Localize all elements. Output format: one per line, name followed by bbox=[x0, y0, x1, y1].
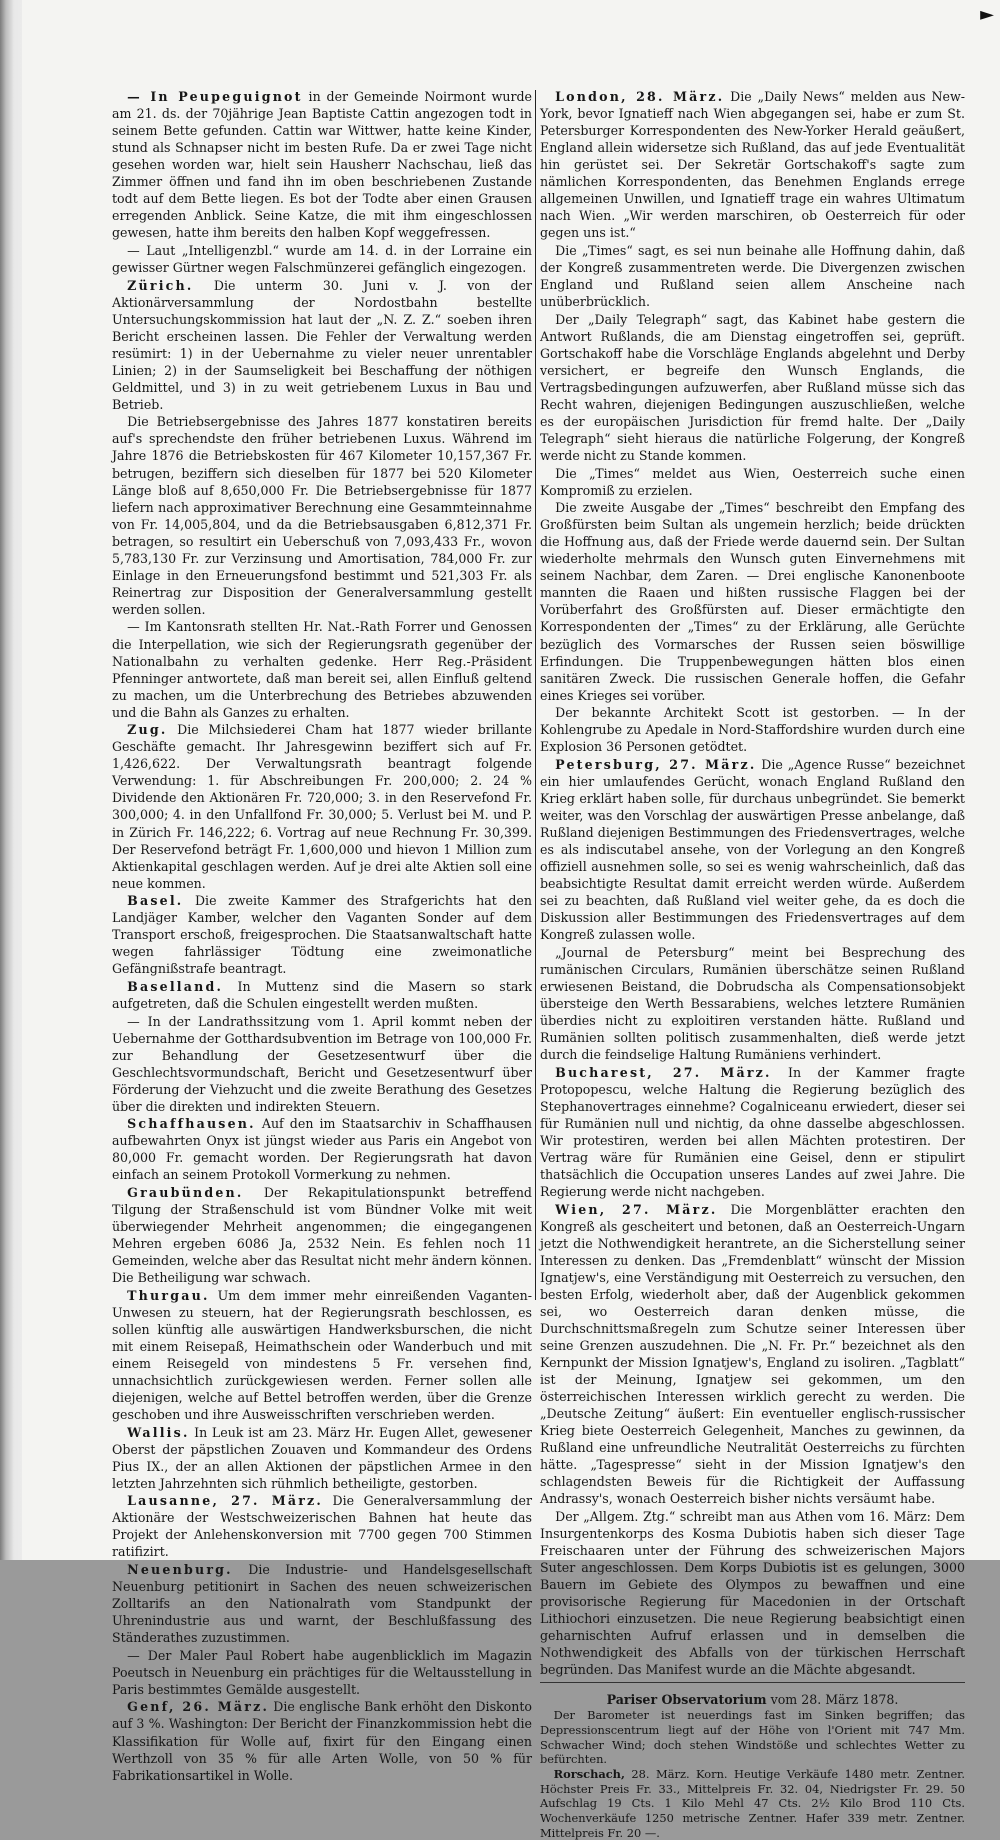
article-text: In Muttenz sind die Masern so stark aufgetreten, daß die Schulen eingestellt werden mußten. bbox=[112, 978, 532, 1011]
article-text: Auf den im Staatsarchiv in Schaffhausen aufbewahrten Onyx ist jüngst wieder aus Paris ein Angebot von 80,000 Fr. gemacht worden. Der Regierungsrath hat davon einfach an seinem Protokoll Vormerkung zu nehmen. bbox=[112, 1116, 532, 1183]
right-column bbox=[540, 88, 965, 1840]
left-article bbox=[112, 88, 532, 241]
left-article bbox=[112, 277, 532, 413]
right-article bbox=[540, 756, 965, 944]
article-text: In Leuk ist am 23. März Hr. Eugen Allet, gewesener Oberst der päpstlichen Zouaven und Kommandeur des Ordens Pius IX., der an allen Aktionen der päpstlichen Armee in den letzten Jahrzehnten sich rühmlich betheiligte, gestorben. bbox=[112, 1424, 532, 1491]
left-article bbox=[112, 1698, 532, 1783]
left-article bbox=[112, 1424, 532, 1492]
article-text: Die „Agence Russe“ bezeichnet ein hier umlaufendes Gerücht, wonach England Rußland den Krieg erklärt haben solle, für durchaus unbegründet. Sie bemerkt weiter, was den Vorschlag der auswärtigen Presse anbelange, daß Rußland diejenigen Bestimmungen des Friedensvertrages, welche es als indiscutabel ansehe, von der Vorlegung an den Kongreß offiziell ausnehmen solle, so sei es wenig wahrscheinlich, daß das beabsichtigte Resultat damit erreicht werden würde. Außerdem sei zu beachten, daß Rußland viel weiter gehe, da es doch die Diskussion aller Bestimmungen des Friedensvertrages auf dem Kongreß zulassen wolle. bbox=[540, 756, 966, 943]
right-article bbox=[540, 499, 965, 704]
market-report bbox=[540, 1767, 965, 1840]
article-text: — Im Kantonsrath stellten Hr. Nat.-Rath Forrer und Genossen die Interpellation, wie sich der Regierungsrath gegenüber der Nationalbahn zu verhalten gedenke. Herr Reg.-Präsident Pfenninger antwortete, daß man bereit sei, allen Einfluß geltend zu machen, um die Unterbrechung des Betriebes abzuwenden und die Bahn als Ganzes zu erhalten. bbox=[112, 619, 532, 720]
article-dateline: Zug. bbox=[127, 722, 168, 738]
article-text: Der bekannte Architekt Scott ist gestorben. — In der Kohlengrube zu Apedale in Nord-Staffordshire wurden durch eine Explosion 36 Personen getödtet. bbox=[540, 705, 965, 755]
section-divider bbox=[540, 1682, 965, 1683]
left-article bbox=[112, 721, 532, 891]
article-dateline: Schaffhausen. bbox=[127, 1116, 256, 1132]
left-article bbox=[112, 1647, 532, 1698]
article-dateline: Zürich. bbox=[127, 277, 194, 293]
article-dateline: Baselland. bbox=[127, 978, 224, 994]
article-text: in der Gemeinde Noirmont wurde am 21. ds. der 70jährige Jean Baptiste Cattin angezogen todt in seinem Bette gefunden. Cattin war Wittwer, hatte keine Kinder, stund als Schnapser nicht im besten Rufe. Da er zwei Tage nicht gesehen worden war, hielt sein Hausherr Nachschau, ließ das Zimmer öffnen und fand ihn im oben beschriebenen Zustande todt auf dem Bette liegen. Es bot der Todte aber einen Grausen erregenden Anblick. Seine Katze, die mit ihm eingeschlossen gewesen, hatte ihm bereits den halben Kopf weggefressen. bbox=[112, 89, 532, 241]
article-text: Die „Times“ meldet aus Wien, Oesterreich suche einen Kompromiß zu erzielen. bbox=[540, 465, 965, 498]
left-article bbox=[112, 1013, 532, 1115]
observatory-heading bbox=[540, 1691, 965, 1708]
left-article bbox=[112, 618, 532, 720]
article-text: — Laut „Intelligenzbl.“ wurde am 14. d. in der Lorraine ein gewisser Gürtner wegen Falschmünzerei gefänglich eingezogen. bbox=[112, 242, 532, 275]
article-text: Die Milchsiederei Cham hat 1877 wieder brillante Geschäfte gemacht. Ihr Jahresgewinn beziffert sich auf Fr. 1,426,622. Der Verwaltungsrath beantragt folgende Verwendung: 1. für Abschreibungen Fr. 200,000; 2. 24 % Dividende den Aktionären Fr. 720,000; 3. in den Reservefond Fr. 300,000; 4. in den Unfallfond Fr. 30,000; 5. Verlust bei M. und P. in Zürich Fr. 146,222; 6. Vortrag auf neue Rechnung Fr. 30,399. Der Reservefond beträgt Fr. 1,600,000 und hievon 1 Million zum Aktienkapital geschlagen werden. Auf je drei alte Aktien soll eine neue kommen. bbox=[112, 722, 532, 891]
binding-mark: ► bbox=[980, 4, 994, 25]
left-article bbox=[112, 892, 532, 977]
article-text: Die Generalversammlung der Aktionäre der Westschweizerischen Bahnen hat heute das Projekt der Anlehenskonversion mit 7700 gegen 700 Stimmen ratifizirt. bbox=[112, 1493, 533, 1560]
left-column bbox=[112, 88, 532, 1784]
article-text: Der „Daily Telegraph“ sagt, das Kabinet habe gestern die Antwort Rußlands, die am Dienstag eingetroffen sei, geprüft. Gortschakoff habe die Vorschläge Englands abgelehnt und Derby versichert, er begreife den Wunsch Englands, die Vertragsbedingungen aufzuwerfen, aber Rußland müsse sich das Recht wahren, diejenigen Bedingungen auszuschließen, welche es der europäischen Jurisdiction für fremd halte. Der „Daily Telegraph“ sieht hieraus die natürliche Folgerung, der Kongreß werde nicht zu Stande kommen. bbox=[540, 311, 965, 463]
left-article bbox=[112, 1492, 532, 1560]
article-text: Die zweite Kammer des Strafgerichts hat den Landjäger Kamber, welcher den Vaganten Sonder auf dem Transport erschoß, freigesprochen. Die Staatsanwaltschaft hatte wegen fahrlässiger Tödtung eine zweimonatliche Gefängnißstrafe beantragt. bbox=[112, 893, 532, 977]
right-article bbox=[540, 1508, 965, 1678]
article-text: Die unterm 30. Juni v. J. von der Aktionärversammlung der Nordostbahn bestellte Untersuchungskommission hat laut der „N. Z. Z.“ soeben ihren Bericht erscheinen lassen. Die Fehler der Verwaltung werden resümirt: 1) in der Uebernahme zu vieler neuer unrentabler Linien; 2) in der Saumseligkeit bei Beschaffung der nöthigen Geldmittel, und 3) in zu weit getriebenem Luxus in Bau und Betrieb. bbox=[112, 277, 532, 412]
column-rule bbox=[535, 90, 536, 1300]
left-article bbox=[112, 1115, 532, 1183]
article-text: Die „Times“ sagt, es sei nun beinahe alle Hoffnung dahin, daß der Kongreß zusammentreten werde. Die Divergenzen zwischen England und Rußland seien allem Anscheine nach unüberbrücklich. bbox=[540, 242, 965, 310]
notices bbox=[540, 1708, 965, 1840]
article-text: Der „Allgem. Ztg.“ schreibt man aus Athen vom 16. März: Dem Insurgentenkorps des Kosma Dubiotis haben sich dieser Tage Freischaaren unter der Führung des schweizerischen Majors Suter angeschlossen. Dem Korps Dubiotis ist es gelungen, 3000 Bauern im Gebiete des Olympos zu bewaffnen und eine provisorische Regierung für Macedonien in der Ortschaft Lithiochori einzusetzen. Die neue Regierung beabsichtigt einen geharnischten Aufruf erlassen und in demselben die Nothwendigkeit des Abfalls von der türkischen Herrschaft begründen. Das Manifest wurde an die Mächte abgesandt. bbox=[540, 1508, 965, 1678]
article-dateline: Genf, 26. März. bbox=[127, 1699, 270, 1715]
article-dateline: Petersburg, 27. März. bbox=[555, 756, 757, 772]
observatory-date: vom 28. März 1878. bbox=[766, 1692, 899, 1708]
article-dateline: Thurgau. bbox=[127, 1287, 210, 1303]
article-text: Die „Daily News“ melden aus New-York, bevor Ignatieff nach Wien abgegangen sei, habe er zum St. Petersburger Korrespondenten des New-Yorker Herald geäußert, England allein widersetze sich Rußland, das auf jede Eventualität hin gerüstet sei. Der Sekretär Gortschakoff's sagte zum nämlichen Korrespondenten, das Benehmen Englands errege allgemeinen Unwillen, und Ignatieff trage ein wahres Ultimatum nach Wien. „Wir werden marschiren, ob Oesterreich für oder gegen uns ist.“ bbox=[540, 89, 965, 241]
article-text: Die Betriebsergebnisse des Jahres 1877 konstatiren bereits auf's sprechendste den früher betriebenen Luxus. Während im Jahre 1876 die Betriebskosten für 467 Kilometer 10,157,367 Fr. betrugen, beziffern sich dieselben für 1877 bei 520 Kilometer Länge bloß auf 8,650,000 Fr. Die Betriebsergebnisse für 1877 liefern nach approximativer Berechnung eine Gesammteinnahme von Fr. 14,005,804, und da die Betriebsausgaben 6,812,371 Fr. betragen, so resultirt ein Ueberschuß von 7,093,433 Fr., wovon 5,783,130 Fr. zur Verzinsung und Amortisation, 784,000 Fr. zur Einlage in den Erneuerungsfond bestimmt und 521,303 Fr. als Reinertrag zur Disposition der Generalversammlung gestellt werden sollen. bbox=[112, 414, 532, 617]
observatory-title: Pariser Observatorium bbox=[606, 1692, 767, 1708]
left-article bbox=[112, 242, 532, 276]
article-text: — Der Maler Paul Robert habe augenblicklich im Magazin Poeutsch in Neuenburg ein prächtiges für die Weltausstellung in Paris bestimmtes Gemälde ausgestellt. bbox=[112, 1647, 532, 1697]
article-text: Die Morgenblätter erachten den Kongreß als gescheitert und betonen, daß an Oesterreich-Ungarn jetzt die Nothwendigkeit herantrete, an die Sicherstellung seiner Interessen zu denken. Das „Fremdenblatt“ wünscht der Mission Ignatjew's, eine Verständigung mit Oesterreich zu versuchen, den besten Erfolg, wiederholt aber, daß der Augenblick gekommen sei, wo Oesterreich daran denken müsse, die Durchschnittsmaßregeln zum Schutze seiner Interessen über seine Grenzen auszudehnen. Die „N. Fr. Pr.“ bezeichnet als den Kernpunkt der Mission Ignatjew's, England zu isoliren. „Tagblatt“ ist der Meinung, Ignatjew sei gekommen, um den österreichischen Interessen wirklich gerecht zu werden. Die „Deutsche Zeitung“ äußert: Ein eventueller englisch-russischer Krieg biete Oesterreich Gelegenheit, Manches zu gewinnen, da Rußland eine unfreundliche Neutralität Oesterreichs zu fürchten hätte. „Tagespresse“ sieht in der Mission Ignatjew's den schlagendsten Beweis für die Richtigkeit der Auffassung Andrassy's, wonach Oesterreich bisher nichts versäumt habe. bbox=[540, 1201, 965, 1507]
right-article bbox=[540, 311, 965, 464]
article-dateline: Basel. bbox=[127, 893, 184, 909]
right-article bbox=[540, 88, 965, 241]
left-article bbox=[112, 413, 532, 618]
article-text: In der Kammer fragte Protopopescu, welche Haltung die Regierung bezüglich des Stephanovertrages einnehme? Cogalniceanu erwiedert, dieser sei für Rumänien null und nichtig, da ohne dasselbe abgeschlossen. Wir protestiren, werden bei allen Mächten protestiren. Der Vertrag wäre für Rumänien eine Geisel, denn er stipulirt thatsächlich die Occupation unseres Landes auf zwei Jahre. Die Regierung werde nicht nachgeben. bbox=[540, 1064, 965, 1199]
article-dateline: Lausanne, 27. März. bbox=[127, 1493, 323, 1509]
market-place: Rorschach, bbox=[553, 1767, 625, 1782]
market-text: 28. März. Korn. Heutige Verkäufe 1480 metr. Zentner. Höchster Preis Fr. 33., Mittelpreis Fr. 32. 04, Niedrigster Fr. 29. 50 Aufschlag 19 Cts. 1 Kilo Mehl 47 Cts. 2½ Kilo Brod 110 Cts. Wochenverkäufe 1250 metrische Zentner. Hafer 339 metr. Zentner. Mittelpreis Fr. 20 —. bbox=[540, 1767, 965, 1840]
article-dateline: Wien, 27. März. bbox=[555, 1201, 718, 1217]
article-text: Der Rekapitulationspunkt betreffend Tilgung der Straßenschuld ist vom Bündner Volke mit weit überwiegender Mehrheit angenommen; die eingegangenen Mehren ergeben 6086 Ja, 2532 Nein. Es fehlen noch 11 Gemeinden, welche aber das Resultat nicht mehr ändern können. Die Betheiligung war schwach. bbox=[112, 1185, 532, 1286]
article-dateline: Bucharest, 27. März. bbox=[555, 1064, 772, 1080]
article-dateline: London, 28. März. bbox=[555, 89, 725, 104]
left-article bbox=[112, 1287, 532, 1423]
article-text: Um dem immer mehr einreißenden Vaganten-Unwesen zu steuern, hat der Regierungsrath beschlossen, es sollen künftig alle auswärtigen Handwerksburschen, die nicht mit einem Reisepaß, Heimathschein oder Wanderbuch und mit einem Reisegeld von mindestens 5 Fr. versehen find, unnachsichtlich zurückgewiesen werden. Ferner sollen alle diejenigen, welche auf Bettel betroffen werden, über die Grenze geschoben und ihre Ausweisschriften verschrieben werden. bbox=[112, 1287, 532, 1423]
article-text: Die Industrie- und Handelsgesellschaft Neuenburg petitionirt in Sachen des neuen schweizerischen Zolltarifs an den Nationalrath vom Standpunkt der Uhrenindustrie aus und warnt, der Beschlußfassung des Ständerathes zuzustimmen. bbox=[112, 1562, 532, 1646]
observatory-report: Der Barometer ist neuerdings fast im Sinken begriffen; das Depressionscentrum liegt auf der Höhe von l'Orient mit 747 Mm. Schwacher Wind; doch stehen Windstöße und schlechtes Wetter zu befürchten. bbox=[540, 1708, 965, 1767]
left-article bbox=[112, 978, 532, 1012]
article-text: „Journal de Petersburg“ meint bei Besprechung des rumänischen Circulars, Rumänien überschätze seinen Rußland erwiesenen Beistand, die Dobrudscha als Compensationsobjekt übersteige den Werth Bessarabiens, welches letztere Rumänien überdies nicht zu exploitiren verstanden hätte. Rußland und Rumänien sollten politisch zusammenhalten, dieß werde jetzt durch die feindselige Haltung Rumäniens verhindert. bbox=[540, 944, 965, 1063]
right-article bbox=[540, 242, 965, 310]
right-article bbox=[540, 704, 965, 755]
article-dateline: — In Peupeguignot bbox=[127, 89, 303, 104]
article-dateline: Graubünden. bbox=[127, 1185, 244, 1200]
right-article bbox=[540, 1064, 965, 1200]
article-text: — In der Landrathssitzung vom 1. April kommt neben der Uebernahme der Gotthardsubvention im Betrage von 100,000 Fr. zur Behandlung der Gesetzesentwurf über die Geschlechtsvormundschaft, Bericht und Gesetzesentwurf über Förderung der Viehzucht und die zweite Berathung des Gesetzes über die direkten und indirekten Steuern. bbox=[112, 1013, 532, 1114]
article-dateline: Wallis. bbox=[127, 1424, 190, 1440]
article-dateline: Neuenburg. bbox=[127, 1562, 233, 1578]
left-article bbox=[112, 1184, 532, 1286]
left-article bbox=[112, 1561, 532, 1646]
right-article bbox=[540, 465, 965, 499]
article-text: Die zweite Ausgabe der „Times“ beschreibt den Empfang des Großfürsten beim Sultan als ungemein herzlich; beide drückten die Hoffnung aus, daß der Friede werde dauernd sein. Der Sultan wiederholte mehrmals den Wunsch guten Einvernehmens mit seinem Nachbar, dem Zaren. — Drei englische Kanonenboote mannten die Raaen und hißten russische Flaggen bei der Vorüberfahrt des Großfürsten auf. Dieser ermächtigte den Korrespondenten der „Times“ zu der Erklärung, alle Gerüchte bezüglich des Vormarsches der Russen seien böswillige Erfindungen. Die Truppenbewegungen hätten blos einen sanitären Zweck. Die russischen Generale hoffen, die Gefahr eines Krieges sei vorüber. bbox=[540, 500, 965, 703]
right-article bbox=[540, 1201, 965, 1508]
right-article bbox=[540, 944, 965, 1063]
article-text: Die englische Bank erhöht den Diskonto auf 3 %. Washington: Der Bericht der Finanzkommission hebt die Klassifikation für Wolle auf, fixirt für den Eingang einen Werthzoll von 35 % für alle Arten Wolle, von 50 % für Fabrikationsartikel in Wolle. bbox=[112, 1699, 532, 1783]
